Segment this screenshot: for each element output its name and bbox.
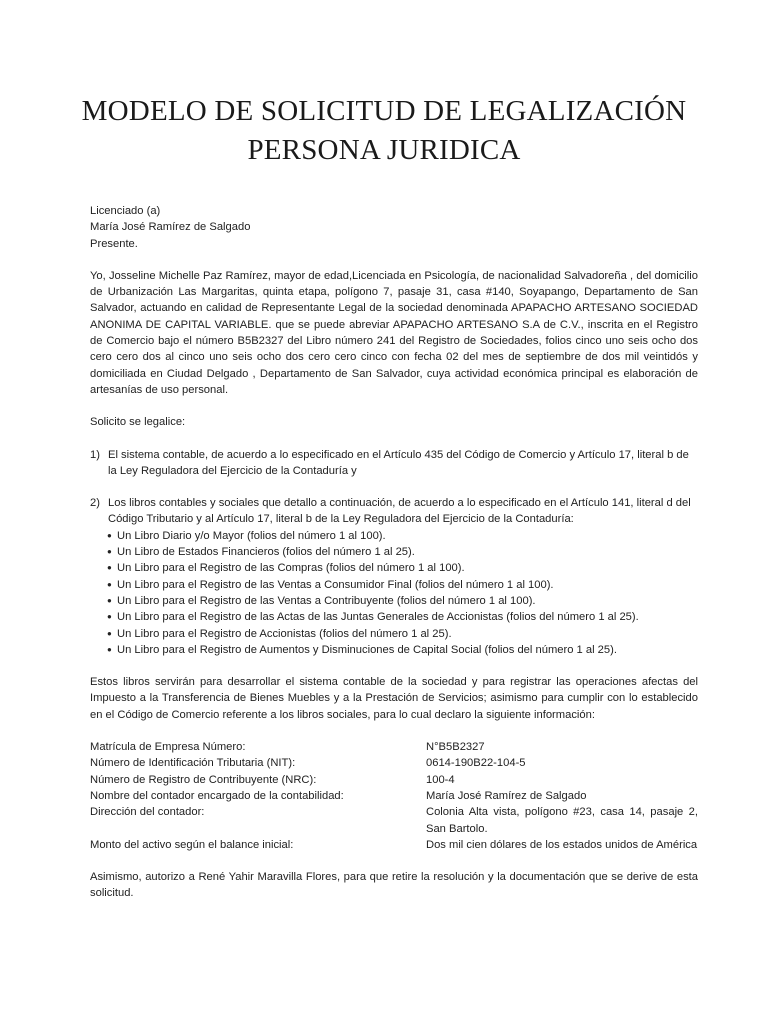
addressee-line: Licenciado (a) xyxy=(90,205,161,217)
closing-paragraph: Asimismo, autorizo a René Yahir Maravilla Flores, para que retire la resolución y la documentación que se derive de esta solicitud. xyxy=(90,871,698,900)
document-title xyxy=(60,92,708,170)
list-item: ● Un Libro para el Registro de Accionistas (folios del número 1 al 25). xyxy=(90,626,698,642)
addressee-line: María José Ramírez de Salgado xyxy=(90,221,251,234)
info-value: Colonia Alta vista, polígono #23, casa 14, pasaje 2, San Bartolo. xyxy=(426,806,698,835)
list-item: ● Un Libro para el Registro de las Compras (folios del número 1 al 100). xyxy=(90,560,698,576)
request-list xyxy=(90,447,698,528)
title-line-2: PERSONA JURIDICA xyxy=(247,134,521,166)
info-value: 100-4 xyxy=(426,773,455,786)
info-label: Número de Identificación Tributaria (NIT): xyxy=(90,757,296,770)
books-list xyxy=(90,528,698,658)
request-item xyxy=(90,495,698,528)
info-table xyxy=(90,739,698,853)
info-label: Monto del activo según el balance inicial: xyxy=(90,838,294,851)
info-value: N°B5B2327 xyxy=(426,741,485,754)
list-item: ● Un Libro de Estados Financieros (folios del número 1 al 25). xyxy=(90,544,698,560)
document-body xyxy=(90,203,698,902)
addressee-block xyxy=(90,203,698,252)
list-item: ● Un Libro para el Registro de las Ventas a Consumidor Final (folios del número 1 al 100). xyxy=(90,577,698,593)
info-value: 0614-190B22-104-5 xyxy=(426,757,526,770)
request-text: Los libros contables y sociales que detallo a continuación, de acuerdo a lo especificado en el Artículo 141, literal d del Código Tributario y al Artículo 17, literal b de la Ley Reguladora del Ejercicio de la Contaduría: xyxy=(108,497,691,526)
request-text: El sistema contable, de acuerdo a lo especificado en el Artículo 435 del Código de Comercio y Artículo 17, literal b de la Ley Reguladora del Ejercicio de la Contaduría y xyxy=(108,448,689,477)
intro-paragraph: Yo, Josseline Michelle Paz Ramírez, mayor de edad,Licenciada en Psicología, de nacionalidad Salvadoreña , del domicilio de Urbanización Las Margaritas, quinta etapa, polígono 7, pasaje 31, casa #140, Soyapango, Departamento de San Salvador, actuando en calidad de Representante Legal de la sociedad denominada APAPACHO ARTESANO SOCIEDAD ANONIMA DE CAPITAL VARIABLE. que se puede abreviar APAPACHO ARTESANO S.A de C.V., inscrita en el Registro de Comercio bajo el número B5B2327 del Libro número 241 del Registro de Sociedades, folios cinco uno seis ocho dos cero cero dos al cinco uno seis ocho dos cero cero cinco con fecha 02 del mes de septiembre de dos mil veintidós y domiciliada en Ciudad Delgado , Departamento de San Salvador, cuya actividad económica principal es elaboración de artesanías de uso personal. xyxy=(90,269,698,396)
title-line-1: MODELO DE SOLICITUD DE LEGALIZACIÓN xyxy=(81,95,687,127)
request-number: 1) xyxy=(90,448,100,461)
list-item: ● Un Libro para el Registro de las Actas de las Juntas Generales de Accionistas (folios del número 1 al 25). xyxy=(90,609,698,625)
list-item: ● Un Libro Diario y/o Mayor (folios del número 1 al 100). xyxy=(90,528,698,544)
info-label: Número de Registro de Contribuyente (NRC): xyxy=(90,773,317,786)
request-number: 2) xyxy=(90,497,100,510)
info-value: Dos mil cien dólares de los estados unidos de América xyxy=(426,838,698,851)
info-label: Matrícula de Empresa Número: xyxy=(90,741,246,754)
addressee-line: Presente. xyxy=(90,237,138,250)
list-item: ● Un Libro para el Registro de las Ventas a Contribuyente (folios del número 1 al 100). xyxy=(90,593,698,609)
request-item xyxy=(90,447,698,480)
info-value: María José Ramírez de Salgado xyxy=(426,789,587,802)
info-label: Nombre del contador encargado de la contabilidad: xyxy=(90,789,344,802)
request-heading: Solicito se legalice: xyxy=(90,416,186,429)
info-label: Dirección del contador: xyxy=(90,806,205,819)
purpose-paragraph: Estos libros servirán para desarrollar el sistema contable de la sociedad y para registrar las operaciones afectas del Impuesto a la Transferencia de Bienes Muebles y a la Prestación de Servicios; asimismo para cumplir con lo establecido en el Código de Comercio referente a los libros sociales, para lo cual declaro la siguiente información: xyxy=(90,676,698,721)
list-item: ● Un Libro para el Registro de Aumentos y Disminuciones de Capital Social (folios del número 1 al 25). xyxy=(90,642,698,658)
